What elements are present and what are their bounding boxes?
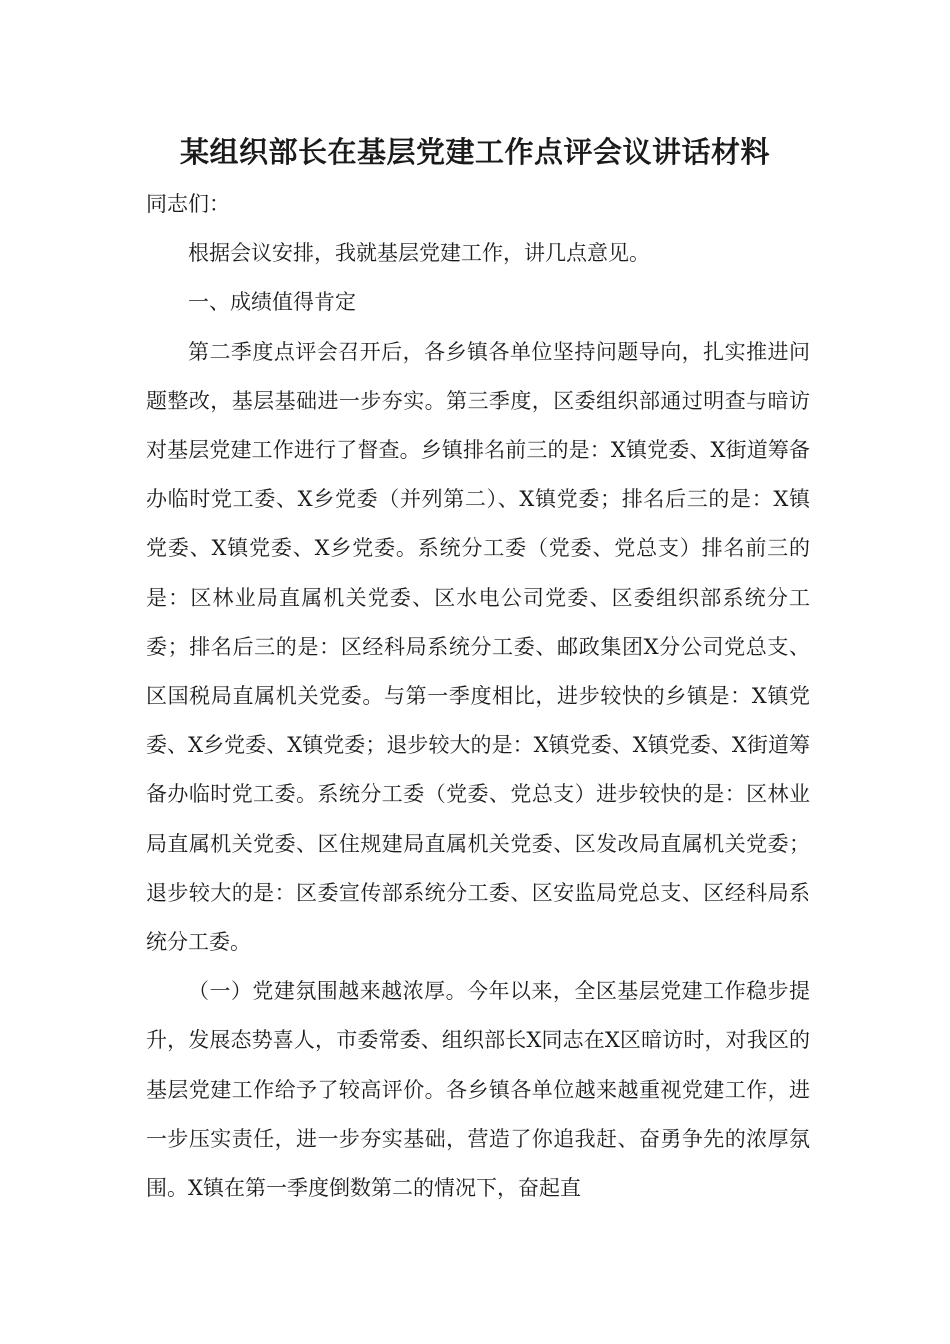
paragraph-rankings: 第二季度点评会召开后，各乡镇各单位坚持问题导向，扎实推进问题整改，基层基础进一步夯实。第三季度，区委组织部通过明查与暗访对基层党建工作进行了督查。乡镇排名前三的是：X镇党委、X街道筹备办临时党工委、X乡党委（并列第二）、X镇党委；排名后三的是：X镇党委、X镇党委、X乡党委。系统分工委（党委、党总支）排名前三的是：区林业局直属机关党委、区水电公司党委、区委组织部系统分工委；排名后三的是：区经科局系统分工委、邮政集团X分公司党总支、区国税局直属机关党委。与第一季度相比，进步较快的乡镇是：X镇党委、X乡党委、X镇党委；退步较大的是：X镇党委、X镇党委、X街道筹备办临时党工委。系统分工委（党委、党总支）进步较快的是：区林业局直属机关党委、区住规建局直属机关党委、区发改局直属机关党委；退步较大的是：区委宣传部系统分工委、区安监局党总支、区经科局系统分工委。 xyxy=(146,339,810,955)
document-title: 某组织部长在基层党建工作点评会议讲话材料 xyxy=(179,135,770,169)
section-heading: 一、成绩值得肯定 xyxy=(188,290,356,315)
paragraph-intro: 根据会议安排，我就基层党建工作，讲几点意见。 xyxy=(188,241,650,266)
salutation: 同志们： xyxy=(146,192,230,216)
document-body xyxy=(146,180,810,1213)
paragraph-subsection-1: （一）党建氛围越来越浓厚。今年以来，全区基层党建工作稳步提升，发展态势喜人，市委常委、组织部长X同志在X区暗访时，对我区的基层党建工作给予了较高评价。各乡镇各单位越来越重视党建工作，进一步压实责任，进一步夯实基础，营造了你追我赶、奋勇争先的浓厚氛围。X镇在第一季度倒数第二的情况下，奋起直 xyxy=(146,979,810,1201)
